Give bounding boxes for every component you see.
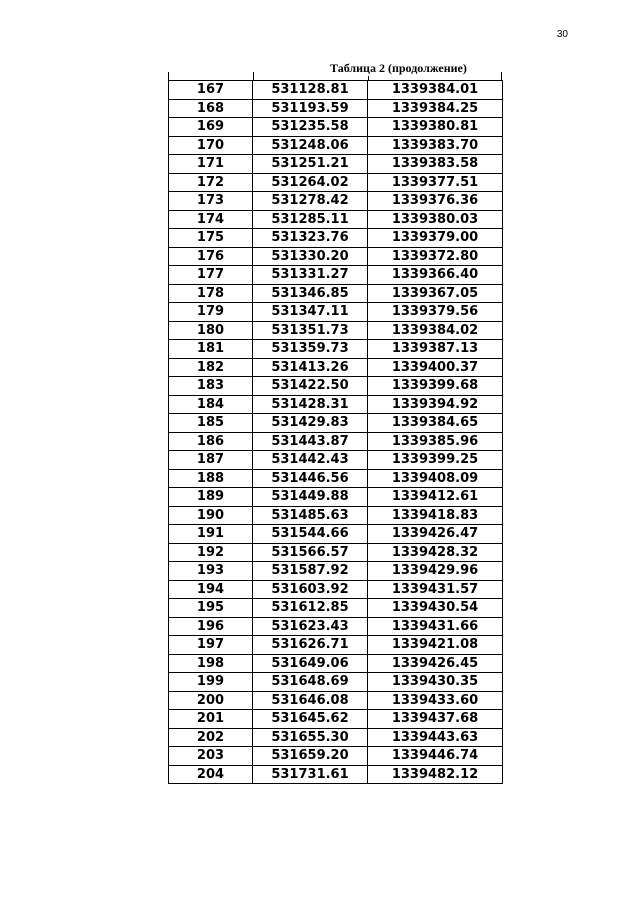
x-coordinate-cell: 531235.58 bbox=[253, 118, 368, 137]
y-coordinate-cell: 1339433.60 bbox=[368, 691, 503, 710]
page-number: 30 bbox=[556, 29, 568, 40]
y-coordinate-cell: 1339366.40 bbox=[368, 266, 503, 285]
table-row bbox=[169, 266, 503, 285]
table-row bbox=[169, 728, 503, 747]
x-coordinate-cell: 531323.76 bbox=[253, 229, 368, 248]
x-coordinate-cell: 531603.92 bbox=[253, 580, 368, 599]
x-coordinate-cell: 531659.20 bbox=[253, 747, 368, 766]
x-coordinate-cell: 531587.92 bbox=[253, 562, 368, 581]
table-row bbox=[169, 654, 503, 673]
x-coordinate-cell: 531413.26 bbox=[253, 358, 368, 377]
point-number-cell: 184 bbox=[169, 395, 253, 414]
point-number-cell: 183 bbox=[169, 377, 253, 396]
y-coordinate-cell: 1339426.45 bbox=[368, 654, 503, 673]
coordinates-table-wrap bbox=[168, 72, 502, 784]
x-coordinate-cell: 531446.56 bbox=[253, 469, 368, 488]
table-row bbox=[169, 673, 503, 692]
table-caption: Таблица 2 (продолжение) bbox=[330, 61, 467, 75]
x-coordinate-cell: 531278.42 bbox=[253, 192, 368, 211]
x-coordinate-cell: 531193.59 bbox=[253, 99, 368, 118]
table-row bbox=[169, 210, 503, 229]
table-row bbox=[169, 118, 503, 137]
y-coordinate-cell: 1339431.57 bbox=[368, 580, 503, 599]
y-coordinate-cell: 1339446.74 bbox=[368, 747, 503, 766]
y-coordinate-cell: 1339384.02 bbox=[368, 321, 503, 340]
y-coordinate-cell: 1339428.32 bbox=[368, 543, 503, 562]
y-coordinate-cell: 1339421.08 bbox=[368, 636, 503, 655]
x-coordinate-cell: 531566.57 bbox=[253, 543, 368, 562]
x-coordinate-cell: 531351.73 bbox=[253, 321, 368, 340]
x-coordinate-cell: 531422.50 bbox=[253, 377, 368, 396]
y-coordinate-cell: 1339482.12 bbox=[368, 765, 503, 784]
y-coordinate-cell: 1339384.25 bbox=[368, 99, 503, 118]
y-coordinate-cell: 1339384.65 bbox=[368, 414, 503, 433]
x-coordinate-cell: 531285.11 bbox=[253, 210, 368, 229]
table-row bbox=[169, 247, 503, 266]
point-number-cell: 185 bbox=[169, 414, 253, 433]
table-row bbox=[169, 284, 503, 303]
x-coordinate-cell: 531649.06 bbox=[253, 654, 368, 673]
y-coordinate-cell: 1339380.81 bbox=[368, 118, 503, 137]
x-coordinate-cell: 531648.69 bbox=[253, 673, 368, 692]
x-coordinate-cell: 531612.85 bbox=[253, 599, 368, 618]
point-number-cell: 200 bbox=[169, 691, 253, 710]
y-coordinate-cell: 1339443.63 bbox=[368, 728, 503, 747]
point-number-cell: 174 bbox=[169, 210, 253, 229]
point-number-cell: 180 bbox=[169, 321, 253, 340]
x-coordinate-cell: 531544.66 bbox=[253, 525, 368, 544]
point-number-cell: 186 bbox=[169, 432, 253, 451]
y-coordinate-cell: 1339400.37 bbox=[368, 358, 503, 377]
point-number-cell: 179 bbox=[169, 303, 253, 322]
y-coordinate-cell: 1339399.68 bbox=[368, 377, 503, 396]
x-coordinate-cell: 531128.81 bbox=[253, 81, 368, 100]
coordinates-table bbox=[168, 80, 503, 784]
table-row bbox=[169, 377, 503, 396]
x-coordinate-cell: 531442.43 bbox=[253, 451, 368, 470]
y-coordinate-cell: 1339399.25 bbox=[368, 451, 503, 470]
point-number-cell: 171 bbox=[169, 155, 253, 174]
point-number-cell: 195 bbox=[169, 599, 253, 618]
point-number-cell: 172 bbox=[169, 173, 253, 192]
table-row bbox=[169, 543, 503, 562]
y-coordinate-cell: 1339429.96 bbox=[368, 562, 503, 581]
point-number-cell: 202 bbox=[169, 728, 253, 747]
table-row bbox=[169, 506, 503, 525]
point-number-cell: 192 bbox=[169, 543, 253, 562]
table-row bbox=[169, 432, 503, 451]
table-row bbox=[169, 599, 503, 618]
x-coordinate-cell: 531330.20 bbox=[253, 247, 368, 266]
y-coordinate-cell: 1339430.35 bbox=[368, 673, 503, 692]
y-coordinate-cell: 1339380.03 bbox=[368, 210, 503, 229]
point-number-cell: 182 bbox=[169, 358, 253, 377]
x-coordinate-cell: 531623.43 bbox=[253, 617, 368, 636]
table-row bbox=[169, 136, 503, 155]
point-number-cell: 196 bbox=[169, 617, 253, 636]
point-number-cell: 188 bbox=[169, 469, 253, 488]
table-row bbox=[169, 173, 503, 192]
x-coordinate-cell: 531655.30 bbox=[253, 728, 368, 747]
y-coordinate-cell: 1339372.80 bbox=[368, 247, 503, 266]
y-coordinate-cell: 1339387.13 bbox=[368, 340, 503, 359]
y-coordinate-cell: 1339412.61 bbox=[368, 488, 503, 507]
point-number-cell: 187 bbox=[169, 451, 253, 470]
point-number-cell: 203 bbox=[169, 747, 253, 766]
x-coordinate-cell: 531347.11 bbox=[253, 303, 368, 322]
table-row bbox=[169, 99, 503, 118]
x-coordinate-cell: 531264.02 bbox=[253, 173, 368, 192]
y-coordinate-cell: 1339376.36 bbox=[368, 192, 503, 211]
point-number-cell: 178 bbox=[169, 284, 253, 303]
x-coordinate-cell: 531359.73 bbox=[253, 340, 368, 359]
point-number-cell: 194 bbox=[169, 580, 253, 599]
x-coordinate-cell: 531485.63 bbox=[253, 506, 368, 525]
y-coordinate-cell: 1339426.47 bbox=[368, 525, 503, 544]
table-row bbox=[169, 469, 503, 488]
point-number-cell: 173 bbox=[169, 192, 253, 211]
table-row bbox=[169, 155, 503, 174]
table-row bbox=[169, 303, 503, 322]
table-row bbox=[169, 488, 503, 507]
x-coordinate-cell: 531251.21 bbox=[253, 155, 368, 174]
table-row bbox=[169, 451, 503, 470]
x-coordinate-cell: 531731.61 bbox=[253, 765, 368, 784]
table-row bbox=[169, 636, 503, 655]
point-number-cell: 170 bbox=[169, 136, 253, 155]
table-row bbox=[169, 691, 503, 710]
table-row bbox=[169, 358, 503, 377]
table-row bbox=[169, 562, 503, 581]
table-row bbox=[169, 710, 503, 729]
point-number-cell: 168 bbox=[169, 99, 253, 118]
point-number-cell: 197 bbox=[169, 636, 253, 655]
table-row bbox=[169, 414, 503, 433]
point-number-cell: 176 bbox=[169, 247, 253, 266]
y-coordinate-cell: 1339408.09 bbox=[368, 469, 503, 488]
y-coordinate-cell: 1339367.05 bbox=[368, 284, 503, 303]
table-row bbox=[169, 229, 503, 248]
x-coordinate-cell: 531331.27 bbox=[253, 266, 368, 285]
table-row bbox=[169, 81, 503, 100]
table-row bbox=[169, 192, 503, 211]
table-row bbox=[169, 340, 503, 359]
y-coordinate-cell: 1339431.66 bbox=[368, 617, 503, 636]
x-coordinate-cell: 531626.71 bbox=[253, 636, 368, 655]
point-number-cell: 204 bbox=[169, 765, 253, 784]
point-number-cell: 191 bbox=[169, 525, 253, 544]
y-coordinate-cell: 1339384.01 bbox=[368, 81, 503, 100]
y-coordinate-cell: 1339379.00 bbox=[368, 229, 503, 248]
y-coordinate-cell: 1339394.92 bbox=[368, 395, 503, 414]
y-coordinate-cell: 1339437.68 bbox=[368, 710, 503, 729]
y-coordinate-cell: 1339430.54 bbox=[368, 599, 503, 618]
table-row bbox=[169, 525, 503, 544]
y-coordinate-cell: 1339418.83 bbox=[368, 506, 503, 525]
y-coordinate-cell: 1339383.70 bbox=[368, 136, 503, 155]
point-number-cell: 193 bbox=[169, 562, 253, 581]
y-coordinate-cell: 1339379.56 bbox=[368, 303, 503, 322]
x-coordinate-cell: 531346.85 bbox=[253, 284, 368, 303]
x-coordinate-cell: 531428.31 bbox=[253, 395, 368, 414]
point-number-cell: 201 bbox=[169, 710, 253, 729]
x-coordinate-cell: 531449.88 bbox=[253, 488, 368, 507]
table-row bbox=[169, 747, 503, 766]
point-number-cell: 198 bbox=[169, 654, 253, 673]
point-number-cell: 167 bbox=[169, 81, 253, 100]
point-number-cell: 177 bbox=[169, 266, 253, 285]
table-row bbox=[169, 617, 503, 636]
point-number-cell: 190 bbox=[169, 506, 253, 525]
x-coordinate-cell: 531646.08 bbox=[253, 691, 368, 710]
x-coordinate-cell: 531443.87 bbox=[253, 432, 368, 451]
table-row bbox=[169, 580, 503, 599]
table-row bbox=[169, 395, 503, 414]
point-number-cell: 189 bbox=[169, 488, 253, 507]
y-coordinate-cell: 1339383.58 bbox=[368, 155, 503, 174]
y-coordinate-cell: 1339385.96 bbox=[368, 432, 503, 451]
x-coordinate-cell: 531645.62 bbox=[253, 710, 368, 729]
y-coordinate-cell: 1339377.51 bbox=[368, 173, 503, 192]
point-number-cell: 175 bbox=[169, 229, 253, 248]
x-coordinate-cell: 531429.83 bbox=[253, 414, 368, 433]
x-coordinate-cell: 531248.06 bbox=[253, 136, 368, 155]
point-number-cell: 199 bbox=[169, 673, 253, 692]
point-number-cell: 169 bbox=[169, 118, 253, 137]
table-row bbox=[169, 765, 503, 784]
table-row bbox=[169, 321, 503, 340]
point-number-cell: 181 bbox=[169, 340, 253, 359]
